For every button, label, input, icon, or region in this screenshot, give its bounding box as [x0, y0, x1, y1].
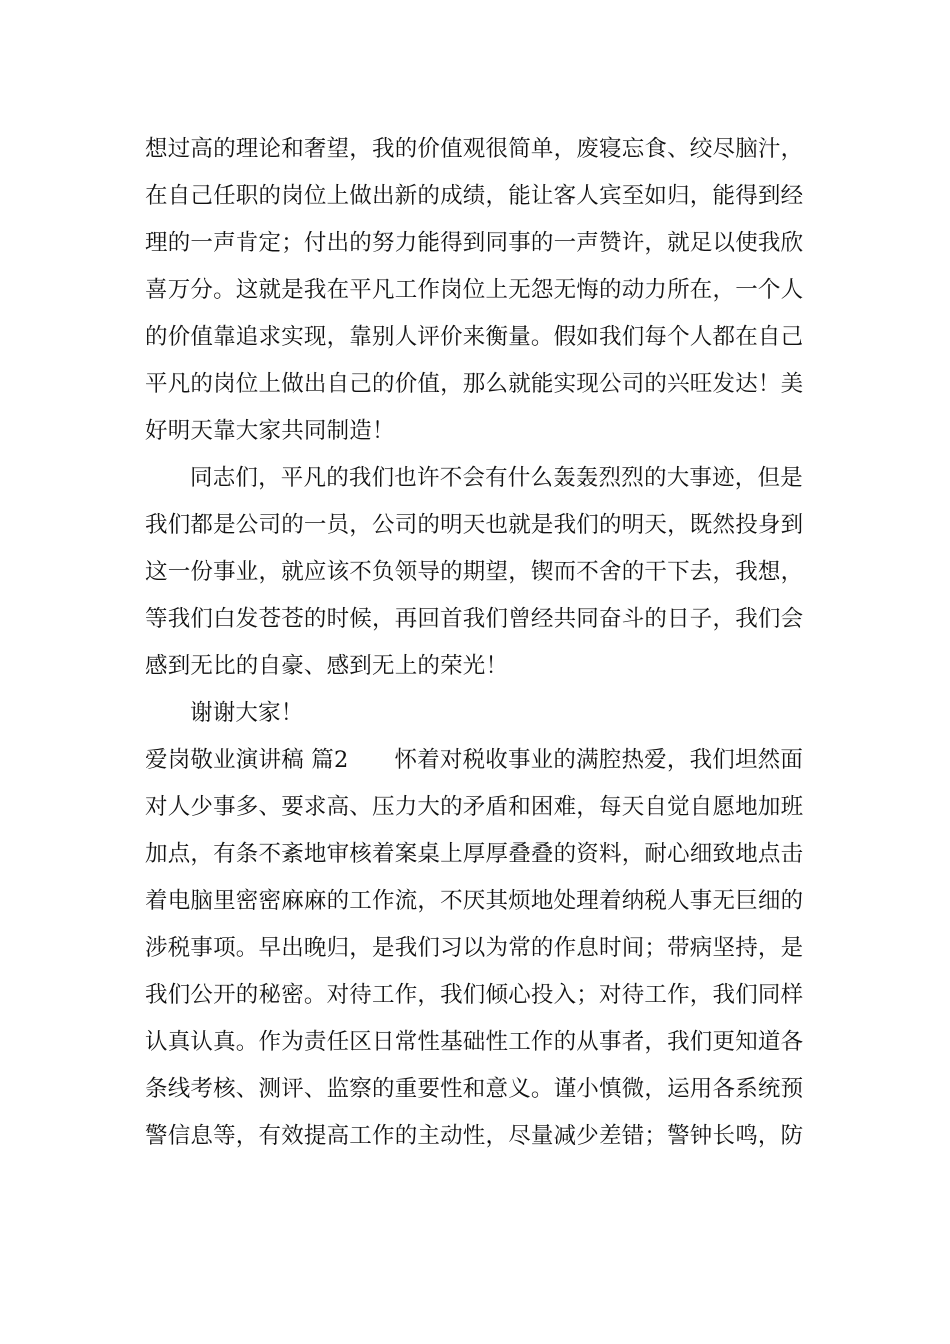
text-line: 涉税事项。早出晚归，是我们习以为常的作息时间；带病坚持，是: [145, 935, 804, 961]
text-line: 对人少事多、要求高、压力大的矛盾和困难，每天自觉自愿地加班: [145, 794, 804, 820]
text-line: 着电脑里密密麻麻的工作流，不厌其烦地处理着纳税人事无巨细的: [145, 888, 804, 914]
text-line: 好明天靠大家共同制造！: [145, 418, 395, 444]
text-line: 想过高的理论和奢望，我的价值观很简单，废寝忘食、绞尽脑汁，: [145, 136, 804, 162]
text-line: 认真认真。作为责任区日常性基础性工作的从事者，我们更知道各: [145, 1029, 804, 1055]
text-line: 的价值靠追求实现，靠别人评价来衡量。假如我们每个人都在自己: [145, 324, 804, 350]
text-line: 我们都是公司的一员，公司的明天也就是我们的明天，既然投身到: [145, 512, 804, 538]
paragraph-start-line: 同志们，平凡的我们也许不会有什么轰轰烈烈的大事迹，但是: [190, 465, 803, 491]
text-line: 在自己任职的岗位上做出新的成绩，能让客人宾至如归，能得到经: [145, 183, 804, 209]
section-heading-line: [145, 741, 810, 788]
text-line: 等我们白发苍苍的时候，再回首我们曾经共同奋斗的日子，我们会: [145, 606, 804, 632]
text-line: 平凡的岗位上做出自己的价值，那么就能实现公司的兴旺发达！美: [145, 371, 804, 397]
text-line: 理的一声肯定；付出的努力能得到同事的一声赞许，就足以使我欣: [145, 230, 804, 256]
text-line: 条线考核、测评、监察的重要性和意义。谨小慎微，运用各系统预: [145, 1076, 804, 1102]
section-heading: 爱岗敬业演讲稿 篇2: [145, 747, 349, 773]
text-line: 这一份事业，就应该不负领导的期望，锲而不舍的干下去，我想，: [145, 559, 804, 585]
section-first-line: 怀着对税收事业的满腔热爱，我们坦然面: [394, 747, 804, 773]
text-line: 警信息等，有效提高工作的主动性，尽量减少差错；警钟长鸣，防: [145, 1123, 804, 1149]
text-line: 喜万分。这就是我在平凡工作岗位上无怨无悔的动力所在，一个人: [145, 277, 804, 303]
text-line: 加点，有条不紊地审核着案桌上厚厚叠叠的资料，耐心细致地点击: [145, 841, 804, 867]
text-line: 感到无比的自豪、感到无上的荣光！: [145, 653, 509, 679]
closing-thanks-line: 谢谢大家！: [190, 700, 304, 726]
document-body: [145, 130, 810, 1164]
text-line: 我们公开的秘密。对待工作，我们倾心投入；对待工作，我们同样: [145, 982, 804, 1008]
